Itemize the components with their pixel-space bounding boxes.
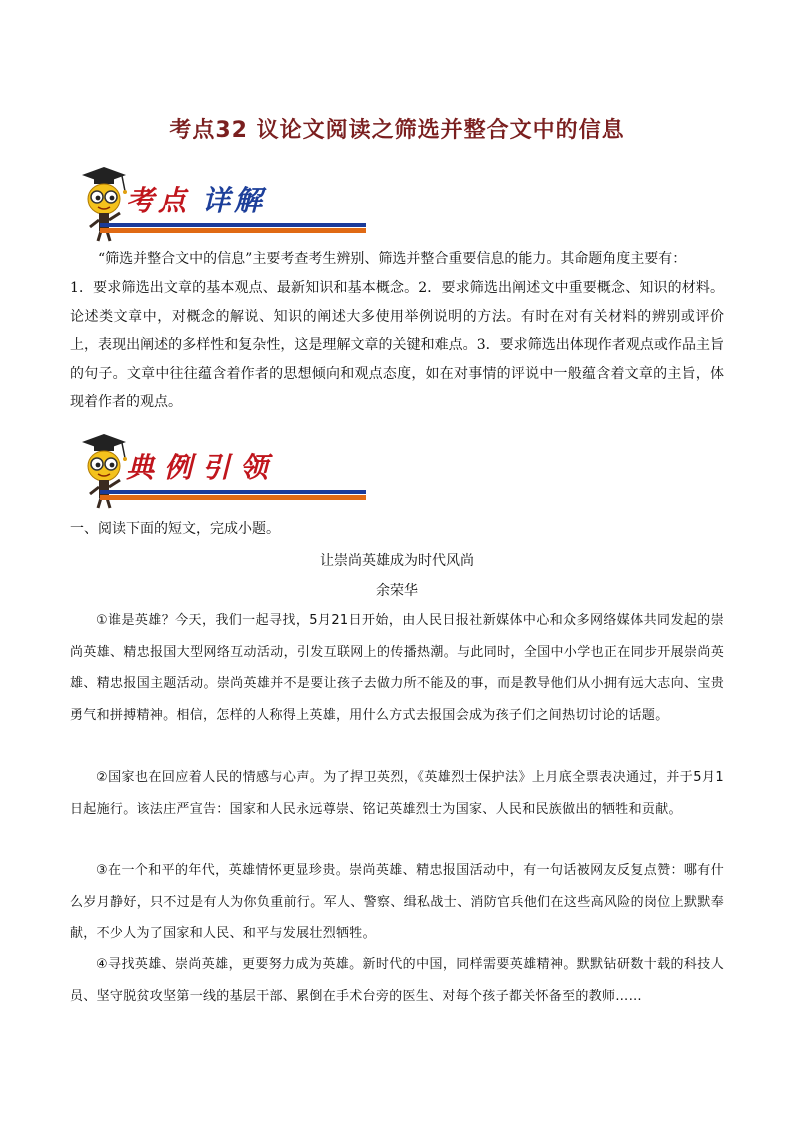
section-banner-dianli (70, 432, 300, 512)
banner-label-part2: 详解 (202, 184, 267, 217)
intro-detail-paragraph: 1．要求筛选出文章的基本观点、最新知识和基本概念。2．要求筛选出阐述文中重要概念、知识的材料。论述类文章中，对概念的解说、知识的阐述大多使用举例说明的方法。有时在对有关材料的辨别或评价上，表现出阐述的多样性和复杂性，这是理解文章的关键和难点。3．要求筛选出体现作者观点或作品主旨的句子。文章中往往蕴含着作者的思想倾向和观点态度，如在对事情的评说中一般蕴含着文章的主旨，体现着作者的观点。 (70, 280, 724, 410)
article-paragraph-4: ④寻找英雄、崇尚英雄，更要努力成为英雄。新时代的中国，同样需要英雄精神。默默钻研数十载的科技人员、坚守脱贫攻坚第一线的基层干部、累倒在手术台旁的医生、对每个孩子都关怀备至的教师…… (70, 957, 724, 1004)
banner-label-part1: 考点 (126, 184, 191, 217)
banner-bar-blue (100, 490, 366, 494)
banner-bar-orange (100, 495, 366, 500)
banner-bar-blue (100, 223, 366, 227)
scholar-mascot-icon (70, 432, 130, 512)
article-paragraph-3: ③在一个和平的年代，英雄情怀更显珍贵。崇尚英雄、精忠报国活动中，有一句话被网友反复点赞：哪有什么岁月静好，只不过是有人为你负重前行。军人、警察、缉私战士、消防官兵他们在这些高风险的岗位上默默奉献，不少人为了国家和人民、和平与发展壮烈牺牲。 (70, 863, 724, 941)
article-paragraph-2: ②国家也在回应着人民的情感与心声。为了捍卫英烈，《英雄烈士保护法》上月底全票表决通过，并于5月1日起施行。该法庄严宣告：国家和人民永远尊崇、铭记英雄烈士为国家、人民和民族做出的牺牲和贡献。 (70, 770, 724, 817)
scholar-mascot-icon (70, 165, 130, 245)
article-author: 余荣华 (376, 583, 418, 599)
banner-bar-orange (100, 228, 366, 233)
banner-label (126, 179, 266, 219)
article-paragraph-1: ①谁是英雄？今天，我们一起寻找，5月21日开始，由人民日报社新媒体中心和众多网络媒体共同发起的崇尚英雄、精忠报国大型网络互动活动，引发互联网上的传播热潮。与此同时，全国中小学也正在同步开展崇尚英雄、精忠报国主题活动。崇尚英雄并不是要让孩子去做力所不能及的事，而是教导他们从小拥有远大志向、宝贵勇气和拼搏精神。相信，怎样的人称得上英雄，用什么方式去报国会成为孩子们之间热切讨论的话题。 (70, 613, 724, 723)
question-intro: 一、阅读下面的短文，完成小题。 (70, 521, 280, 537)
page-title: 考点32 议论文阅读之筛选并整合文中的信息 (169, 118, 625, 143)
banner-label: 典例引领 (126, 451, 279, 484)
intro-paragraph: “筛选并整合文中的信息”主要考查考生辨别、筛选并整合重要信息的能力。其命题角度主要有： (98, 251, 687, 267)
article-title: 让崇尚英雄成为时代风尚 (320, 553, 474, 569)
section-banner-kaodian (70, 165, 300, 245)
